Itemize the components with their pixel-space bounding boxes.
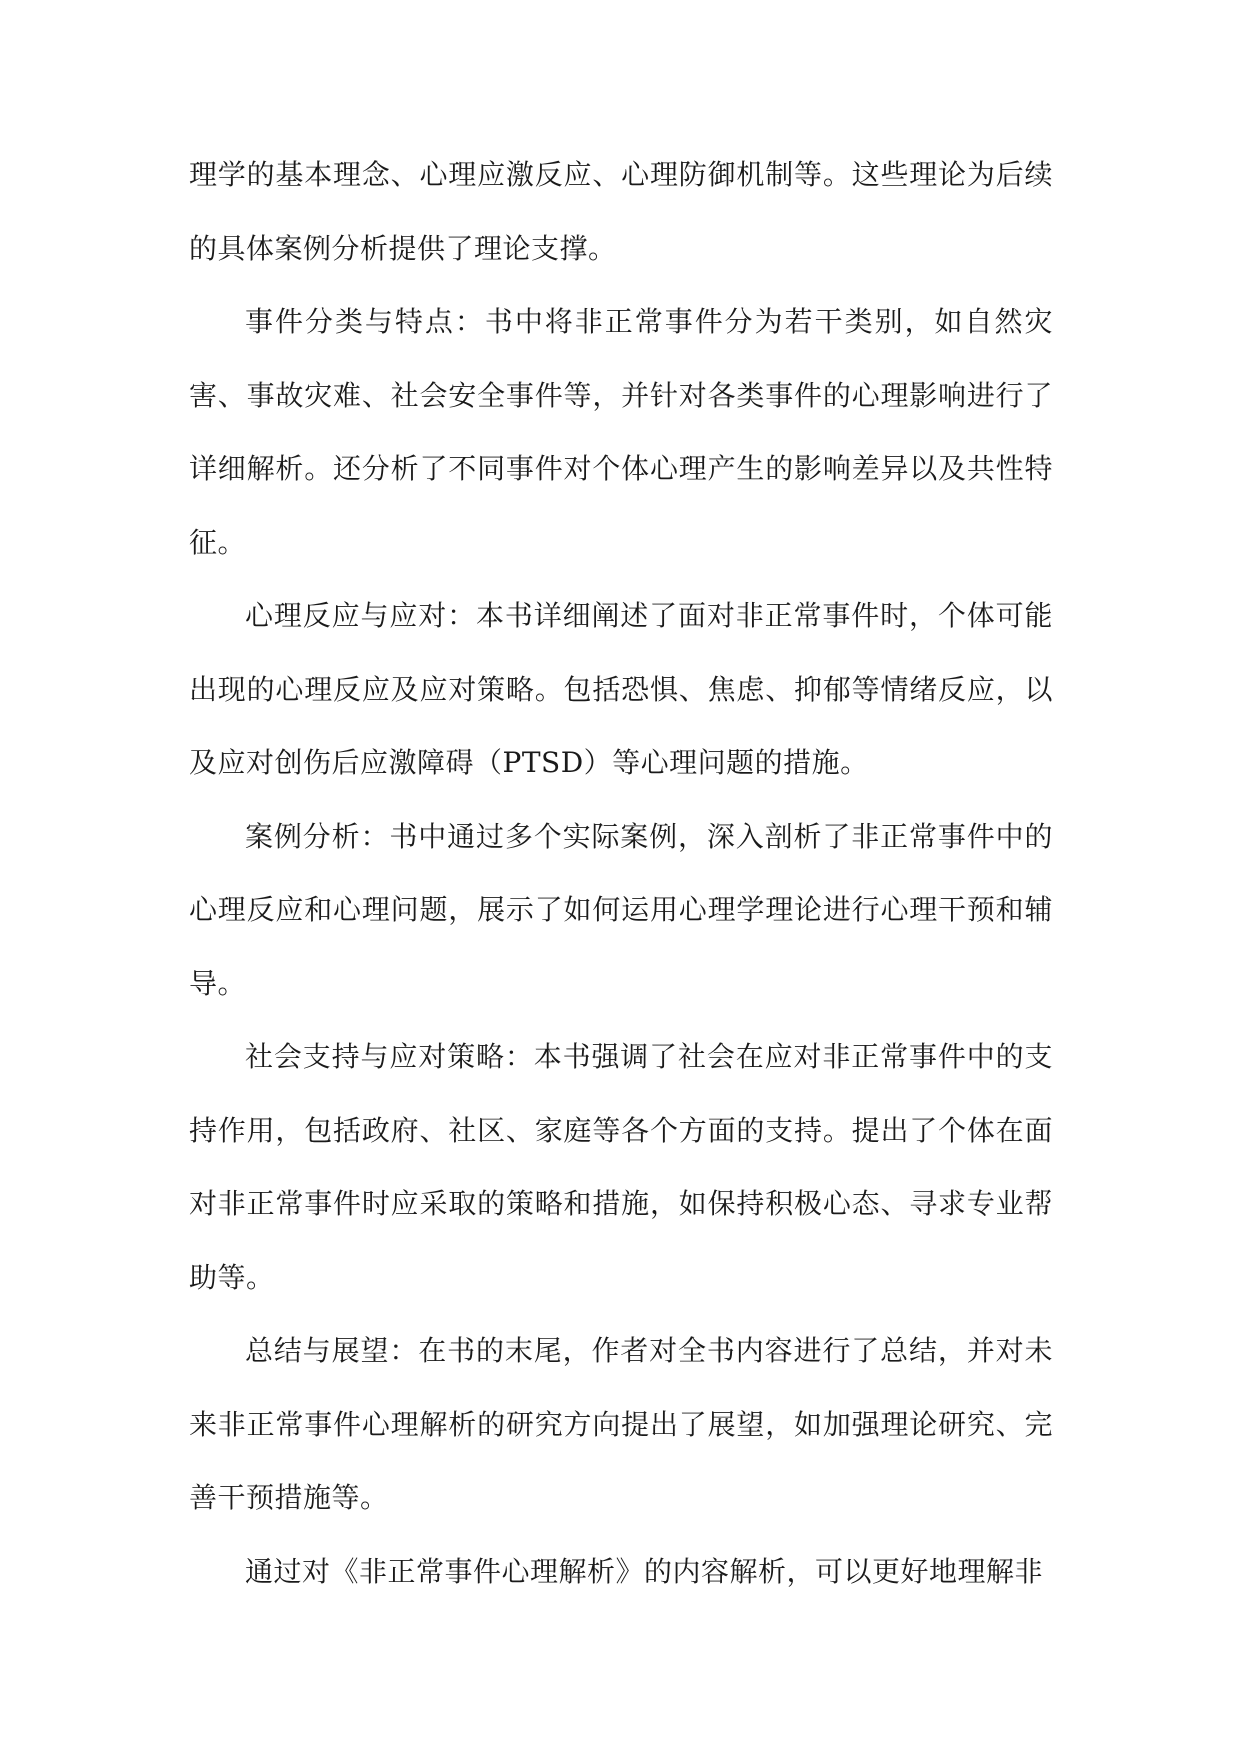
paragraph-closing: 通过对《非正常事件心理解析》的内容解析，可以更好地理解非 [245,1554,1044,1588]
paragraph-continuation: 理学的基本理念、心理应激反应、心理防御机制等。这些理论为后续的具体案例分析提供了理论支撑。 [189,158,1053,265]
paragraph-case-analysis: 案例分析：书中通过多个实际案例，深入剖析了非正常事件中的心理反应和心理问题，展示了如何运用心理学理论进行心理干预和辅导。 [189,819,1053,1000]
paragraph-summary-outlook: 总结与展望：在书的末尾，作者对全书内容进行了总结，并对未来非正常事件心理解析的研究方向提出了展望，如加强理论研究、完善干预措施等。 [189,1334,1053,1514]
paragraph-social-support: 社会支持与应对策略：本书强调了社会在应对非正常事件中的支持作用，包括政府、社区、家庭等各个方面的支持。提出了个体在面对非正常事件时应采取的策略和措施，如保持积极心态、寻求专业帮助等。 [189,1040,1053,1294]
paragraph-psych-response: 心理反应与应对：本书详细阐述了面对非正常事件时，个体可能出现的心理反应及应对策略。包括恐惧、焦虑、抑郁等情绪反应，以及应对创伤后应激障碍（PTSD）等心理问题的措施。 [189,599,1053,779]
paragraph-event-classification: 事件分类与特点：书中将非正常事件分为若干类别，如自然灾害、事故灾难、社会安全事件等，并针对各类事件的心理影响进行了详细解析。还分析了不同事件对个体心理产生的影响差异以及共性特征。 [189,305,1053,559]
body-text [189,138,1053,1608]
